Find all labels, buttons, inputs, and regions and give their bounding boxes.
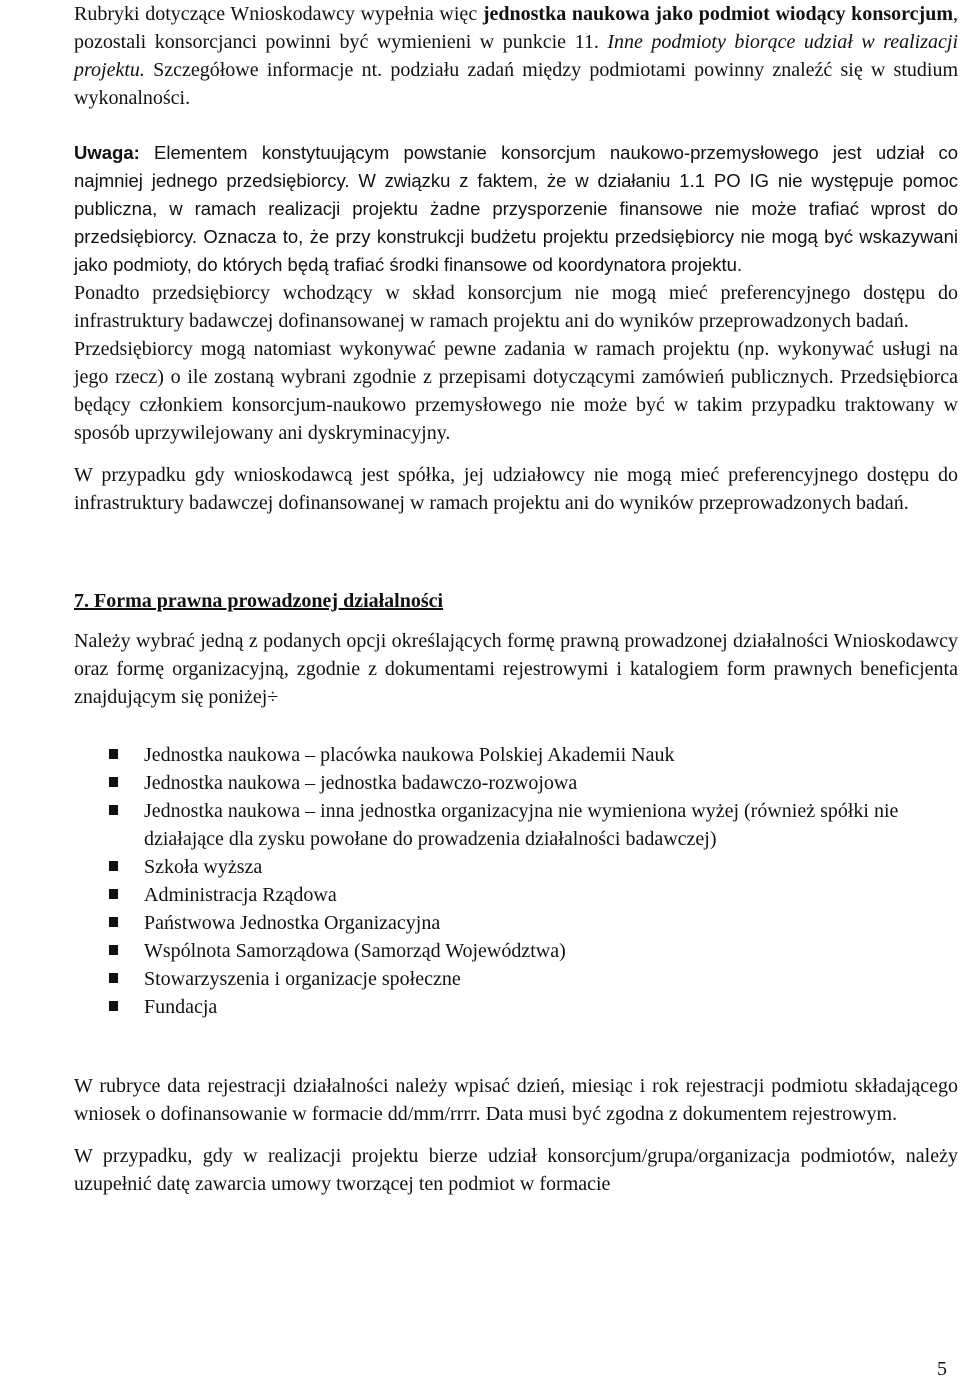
square-bullet-icon — [109, 861, 118, 871]
square-bullet-icon — [109, 1001, 118, 1011]
square-bullet-icon — [109, 889, 118, 899]
list-item: Państwowa Jednostka Organizacyjna — [74, 909, 958, 937]
paragraph-preferential-access: Ponadto przedsiębiorcy wchodzący w skład konsorcjum nie mogą mieć preferencyjnego dostępu do infrastruktury badawczej dofinansowanej w ramach projektu ani do wyników przeprowadzonych badań. — [74, 282, 958, 332]
list-item: Fundacja — [74, 993, 958, 1021]
italic-section-ref: Inne podmioty biorące udział w realizacji projektu. — [74, 31, 958, 81]
square-bullet-icon — [109, 749, 118, 759]
list-item: Wspólnota Samorządowa (Samorząd Województwa) — [74, 937, 958, 965]
square-bullet-icon — [109, 777, 118, 787]
square-bullet-icon — [109, 945, 118, 955]
page-number: 5 — [937, 1358, 947, 1380]
section-title: Forma prawna prowadzonej działalności — [94, 590, 444, 612]
bold-leader-phrase: jednostka naukowa jako podmiot wiodący konsorcjum — [482, 3, 953, 25]
paragraph-registration-date: W rubryce data rejestracji działalności należy wpisać dzień, miesiąc i rok rejestracji podmiotu składającego wniosek o dofinansowanie w formacie dd/mm/rrrr. Data musi być zgodna z dokumentem rejestrowym. — [74, 1075, 958, 1125]
paragraph-consortium-leader: Rubryki dotyczące Wnioskodawcy wypełnia więc jednostka naukowa jako podmiot wiodący konsorcjum, pozostali konsorcjanci powinni być wymienieni w punkcie 11. Inne podmioty biorące udział w realizacji projektu. Szczegółowe informacje nt. podziału zadań między podmiotami powinny znaleźć się w studium wykonalności. — [74, 3, 958, 109]
legal-form-options-list — [74, 741, 958, 1021]
paragraph-note: Uwaga: Elementem konstytuującym powstanie konsorcjum naukowo-przemysłowego jest udział co najmniej jednego przedsiębiorcy. W związku z faktem, że w działaniu 1.1 PO IG nie występuje pomoc publiczna, w ramach realizacji projektu żadne przysporzenie finansowe nie może trafiać wprost do przedsiębiorcy. Oznacza to, że przy konstrukcji budżetu projektu przedsiębiorcy nie mogą być wskazywani jako podmioty, do których będą trafiać środki finansowe od koordynatora projektu. — [74, 142, 958, 275]
paragraph-public-procurement: Przedsiębiorcy mogą natomiast wykonywać pewne zadania w ramach projektu (np. wykonywać usługi na jego rzecz) o ile zostaną wybrani zgodnie z przepisami dotyczącymi zamówień publicznych. Przedsiębiorca będący członkiem konsorcjum-naukowo przemysłowego nie może być w takim przypadku traktowany w sposób uprzywilejowany ani dyskryminacyjny. — [74, 338, 958, 444]
list-item: Jednostka naukowa – placówka naukowa Polskiej Akademii Nauk — [74, 741, 958, 769]
list-item: Stowarzyszenia i organizacje społeczne — [74, 965, 958, 993]
list-item: Jednostka naukowa – inna jednostka organizacyjna nie wymieniona wyżej (również spółki nie działające dla zysku powołane do prowadzenia działalności badawczej) — [74, 797, 958, 853]
list-item: Administracja Rządowa — [74, 881, 958, 909]
paragraph-consortium-date: W przypadku, gdy w realizacji projektu bierze udział konsorcjum/grupa/organizacja podmiotów, należy uzupełnić datę zawarcia umowy tworzącej ten podmiot w formacie — [74, 1145, 958, 1195]
note-label: Uwaga: — [74, 142, 140, 163]
section-heading — [74, 587, 958, 615]
section-number: 7. — [74, 590, 94, 612]
document-page — [74, 0, 958, 1198]
paragraph-legal-form-instructions: Należy wybrać jedną z podanych opcji określających formę prawną prowadzonej działalności Wnioskodawcy oraz formę organizacyjną, zgodnie z dokumentami rejestrowymi i katalogiem form prawnych beneficjenta znajdującym się poniżej÷ — [74, 630, 958, 708]
paragraph-company-shareholders: W przypadku gdy wnioskodawcą jest spółka, jej udziałowcy nie mogą mieć preferencyjnego dostępu do infrastruktury badawczej dofinansowanej w ramach projektu ani do wyników przeprowadzonych badań. — [74, 464, 958, 514]
list-item: Szkoła wyższa — [74, 853, 958, 881]
square-bullet-icon — [109, 973, 118, 983]
square-bullet-icon — [109, 917, 118, 927]
square-bullet-icon — [109, 805, 118, 815]
list-item: Jednostka naukowa – jednostka badawczo-rozwojowa — [74, 769, 958, 797]
